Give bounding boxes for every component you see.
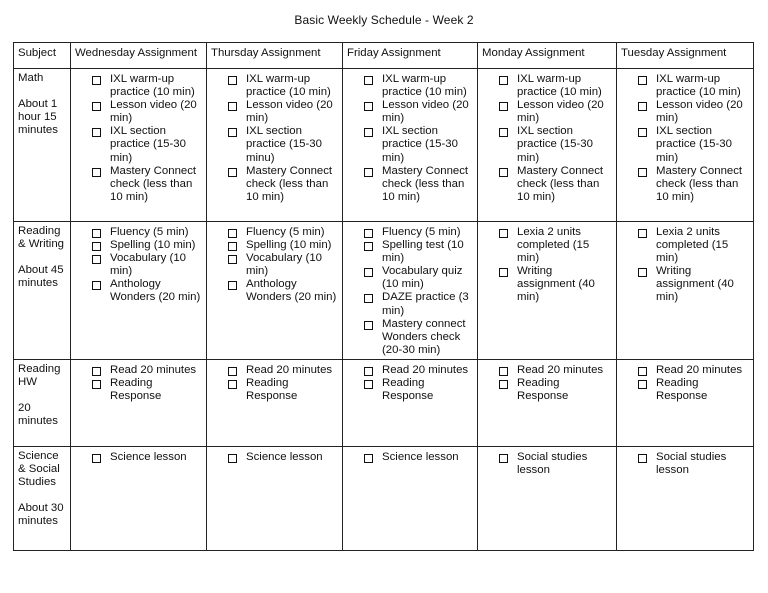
task-item xyxy=(347,364,473,377)
task-text: IXL warm-up practice (10 min) xyxy=(110,73,195,99)
checkbox-icon xyxy=(228,255,237,264)
task-text: Lesson video (20 min) xyxy=(656,99,743,125)
task-text: Vocabulary quiz (10 min) xyxy=(382,265,463,291)
task-text: Fluency (5 min) xyxy=(246,226,325,238)
task-text: IXL section practice (15-30 min) xyxy=(517,125,593,164)
header-day: Wednesday Assignment xyxy=(71,43,207,69)
task-item xyxy=(75,165,202,204)
assignment-cell xyxy=(617,446,754,550)
checkbox-icon xyxy=(228,168,237,177)
checkbox-icon xyxy=(364,242,373,251)
task-text: Lesson video (20 min) xyxy=(246,99,333,125)
assignment-cell xyxy=(71,359,207,446)
checkbox-icon xyxy=(364,367,373,376)
task-text: Mastery Connect check (less than 10 min) xyxy=(110,164,197,203)
checkbox-icon xyxy=(228,76,237,85)
task-item xyxy=(482,73,612,99)
task-list xyxy=(211,73,338,204)
task-item xyxy=(347,73,473,99)
checkbox-icon xyxy=(499,454,508,463)
checkbox-icon xyxy=(92,281,101,290)
checkbox-icon xyxy=(228,281,237,290)
task-text: IXL warm-up practice (10 min) xyxy=(246,73,331,99)
checkbox-icon xyxy=(364,76,373,85)
assignment-cell xyxy=(343,222,478,360)
checkbox-icon xyxy=(638,268,647,277)
task-item xyxy=(75,73,202,99)
task-list xyxy=(211,451,338,464)
subject-cell xyxy=(14,69,71,222)
assignment-cell xyxy=(478,446,617,550)
task-item xyxy=(621,451,749,477)
task-item xyxy=(621,364,749,377)
subject-name: Science & Social Studies xyxy=(18,449,60,489)
table-row-science-social-studies xyxy=(14,446,754,550)
task-list xyxy=(621,451,749,477)
checkbox-icon xyxy=(638,168,647,177)
header-day: Friday Assignment xyxy=(343,43,478,69)
task-item xyxy=(621,125,749,164)
task-list xyxy=(482,364,612,403)
task-item xyxy=(621,165,749,204)
task-list xyxy=(621,226,749,305)
checkbox-icon xyxy=(499,367,508,376)
task-text: IXL warm-up practice (10 min) xyxy=(517,73,602,99)
task-text: Spelling (10 min) xyxy=(110,239,196,252)
task-list xyxy=(75,451,202,464)
checkbox-icon xyxy=(92,76,101,85)
task-item xyxy=(482,377,612,403)
task-text: Spelling test (10 min) xyxy=(382,239,464,265)
task-text: Mastery Connect check (less than 10 min) xyxy=(382,164,469,203)
task-item xyxy=(211,125,338,164)
task-text: Lexia 2 units completed (15 min) xyxy=(656,226,729,265)
assignment-cell xyxy=(478,359,617,446)
task-text: IXL section practice (15-30 minu) xyxy=(246,125,322,164)
checkbox-icon xyxy=(364,168,373,177)
task-text: DAZE practice (3 min) xyxy=(382,291,469,317)
task-text: Writing assignment (40 min) xyxy=(517,265,595,304)
task-text: Lesson video (20 min) xyxy=(110,99,197,125)
header-day: Monday Assignment xyxy=(478,43,617,69)
task-list xyxy=(347,226,473,357)
task-text: Reading Response xyxy=(382,377,434,403)
task-text: Mastery connect Wonders check (20-30 min) xyxy=(382,317,466,356)
task-text: Science lesson xyxy=(382,450,459,463)
task-text: Reading Response xyxy=(656,377,708,403)
task-text: Reading Response xyxy=(517,377,569,403)
task-text: Social studies lesson xyxy=(517,450,588,477)
task-item xyxy=(482,226,612,265)
task-item xyxy=(347,318,473,357)
checkbox-icon xyxy=(228,102,237,111)
task-item xyxy=(621,226,749,265)
header-day: Thursday Assignment xyxy=(207,43,343,69)
task-item xyxy=(482,125,612,164)
checkbox-icon xyxy=(364,102,373,111)
task-item xyxy=(347,165,473,204)
task-item xyxy=(482,364,612,377)
checkbox-icon xyxy=(364,454,373,463)
checkbox-icon xyxy=(92,229,101,238)
checkbox-icon xyxy=(364,294,373,303)
header-row xyxy=(14,43,754,69)
checkbox-icon xyxy=(92,168,101,177)
task-item xyxy=(75,451,202,464)
task-item xyxy=(211,226,338,239)
task-item xyxy=(621,73,749,99)
task-text: Reading Response xyxy=(110,377,162,403)
page-title: Basic Weekly Schedule - Week 2 xyxy=(294,13,474,27)
task-list xyxy=(211,226,338,305)
task-item xyxy=(211,252,338,278)
task-text: Anthology Wonders (20 min) xyxy=(110,278,201,304)
task-item xyxy=(75,278,202,304)
assignment-cell xyxy=(617,222,754,360)
task-item xyxy=(347,265,473,291)
task-text: IXL section practice (15-30 min) xyxy=(382,125,458,164)
task-item xyxy=(211,364,338,377)
checkbox-icon xyxy=(228,229,237,238)
task-item xyxy=(211,73,338,99)
header-day: Tuesday Assignment xyxy=(617,43,754,69)
checkbox-icon xyxy=(638,102,647,111)
task-text: IXL warm-up practice (10 min) xyxy=(382,73,467,99)
checkbox-icon xyxy=(92,255,101,264)
checkbox-icon xyxy=(499,102,508,111)
task-item xyxy=(347,291,473,317)
assignment-cell xyxy=(207,69,343,222)
subject-name: Math xyxy=(18,72,44,84)
task-item xyxy=(482,265,612,304)
checkbox-icon xyxy=(364,321,373,330)
task-text: Lesson video (20 min) xyxy=(382,99,469,125)
task-item xyxy=(211,451,338,464)
checkbox-icon xyxy=(364,380,373,389)
task-list xyxy=(621,73,749,204)
task-item xyxy=(482,99,612,125)
task-item xyxy=(75,99,202,125)
checkbox-icon xyxy=(638,367,647,376)
subject-cell xyxy=(14,222,71,360)
assignment-cell xyxy=(207,446,343,550)
checkbox-icon xyxy=(499,380,508,389)
task-item xyxy=(75,226,202,239)
subject-duration: About 1 hour 15 minutes xyxy=(18,98,58,137)
task-item xyxy=(211,239,338,252)
checkbox-icon xyxy=(92,454,101,463)
task-text: Fluency (5 min) xyxy=(382,226,461,238)
task-text: Science lesson xyxy=(110,450,187,463)
assignment-cell xyxy=(71,222,207,360)
task-text: Vocabulary (10 min) xyxy=(246,252,322,278)
checkbox-icon xyxy=(228,454,237,463)
task-text: Mastery Connect check (less than 10 min) xyxy=(656,164,743,203)
checkbox-icon xyxy=(364,268,373,277)
task-text: Social studies lesson xyxy=(656,450,727,477)
subject-duration: 20 minutes xyxy=(18,402,58,428)
checkbox-icon xyxy=(228,242,237,251)
task-text: IXL section practice (15-30 min) xyxy=(656,125,732,164)
task-list xyxy=(75,226,202,305)
task-list xyxy=(621,364,749,403)
task-item xyxy=(75,364,202,377)
checkbox-icon xyxy=(364,229,373,238)
task-item xyxy=(347,226,473,239)
task-text: IXL warm-up practice (10 min) xyxy=(656,73,741,99)
checkbox-icon xyxy=(92,102,101,111)
task-list xyxy=(482,451,612,477)
subject-cell xyxy=(14,446,71,550)
task-list xyxy=(347,73,473,204)
task-text: Read 20 minutes xyxy=(382,363,469,376)
header-subject: Subject xyxy=(14,43,71,69)
schedule-table xyxy=(13,42,754,551)
checkbox-icon xyxy=(638,76,647,85)
assignment-cell xyxy=(617,69,754,222)
assignment-cell xyxy=(478,69,617,222)
task-text: Reading Response xyxy=(246,377,298,403)
task-text: Read 20 minutes xyxy=(656,363,743,376)
assignment-cell xyxy=(478,222,617,360)
task-text: Anthology Wonders (20 min) xyxy=(246,278,337,304)
subject-name: Reading & Writing xyxy=(18,225,64,251)
subject-duration: About 30 minutes xyxy=(18,502,64,528)
task-text: Mastery Connect check (less than 10 min) xyxy=(517,164,604,203)
subject-cell xyxy=(14,359,71,446)
task-item xyxy=(347,99,473,125)
task-item xyxy=(482,165,612,204)
task-text: Spelling (10 min) xyxy=(246,239,332,252)
checkbox-icon xyxy=(499,76,508,85)
checkbox-icon xyxy=(499,168,508,177)
task-text: Lexia 2 units completed (15 min) xyxy=(517,226,590,265)
task-list xyxy=(347,451,473,464)
assignment-cell xyxy=(343,446,478,550)
task-item xyxy=(75,239,202,252)
task-list xyxy=(75,364,202,403)
task-item xyxy=(347,451,473,464)
task-item xyxy=(211,377,338,403)
assignment-cell xyxy=(207,222,343,360)
task-item xyxy=(211,99,338,125)
checkbox-icon xyxy=(638,454,647,463)
task-list xyxy=(347,364,473,403)
task-item xyxy=(482,451,612,477)
task-text: Lesson video (20 min) xyxy=(517,99,604,125)
task-text: Science lesson xyxy=(246,450,323,463)
task-item xyxy=(347,125,473,164)
checkbox-icon xyxy=(228,128,237,137)
assignment-cell xyxy=(617,359,754,446)
checkbox-icon xyxy=(92,128,101,137)
checkbox-icon xyxy=(638,380,647,389)
task-list xyxy=(211,364,338,403)
task-item xyxy=(75,125,202,164)
checkbox-icon xyxy=(638,128,647,137)
task-item xyxy=(75,252,202,278)
assignment-cell xyxy=(207,359,343,446)
checkbox-icon xyxy=(499,268,508,277)
task-item xyxy=(621,99,749,125)
assignment-cell xyxy=(71,69,207,222)
checkbox-icon xyxy=(92,380,101,389)
task-text: Vocabulary (10 min) xyxy=(110,252,186,278)
table-row-reading-writing xyxy=(14,222,754,360)
checkbox-icon xyxy=(499,229,508,238)
task-item xyxy=(75,377,202,403)
assignment-cell xyxy=(71,446,207,550)
assignment-cell xyxy=(343,359,478,446)
checkbox-icon xyxy=(499,128,508,137)
table-row-math xyxy=(14,69,754,222)
checkbox-icon xyxy=(638,229,647,238)
task-item xyxy=(347,239,473,265)
task-list xyxy=(482,226,612,305)
task-item xyxy=(621,377,749,403)
table-row-reading-hw xyxy=(14,359,754,446)
checkbox-icon xyxy=(228,367,237,376)
task-text: IXL section practice (15-30 min) xyxy=(110,125,186,164)
checkbox-icon xyxy=(92,242,101,251)
task-text: Read 20 minutes xyxy=(110,363,197,376)
task-item xyxy=(347,377,473,403)
subject-name: Reading HW xyxy=(18,362,61,389)
task-item xyxy=(211,165,338,204)
task-list xyxy=(482,73,612,204)
subject-duration: About 45 minutes xyxy=(18,264,64,290)
task-text: Writing assignment (40 min) xyxy=(656,265,734,304)
task-text: Fluency (5 min) xyxy=(110,226,189,238)
task-item xyxy=(211,278,338,304)
task-item xyxy=(621,265,749,304)
checkbox-icon xyxy=(228,380,237,389)
task-text: Read 20 minutes xyxy=(246,363,333,376)
task-list xyxy=(75,73,202,204)
task-text: Read 20 minutes xyxy=(517,363,604,376)
assignment-cell xyxy=(343,69,478,222)
checkbox-icon xyxy=(364,128,373,137)
task-text: Mastery Connect check (less than 10 min) xyxy=(246,164,333,203)
checkbox-icon xyxy=(92,367,101,376)
